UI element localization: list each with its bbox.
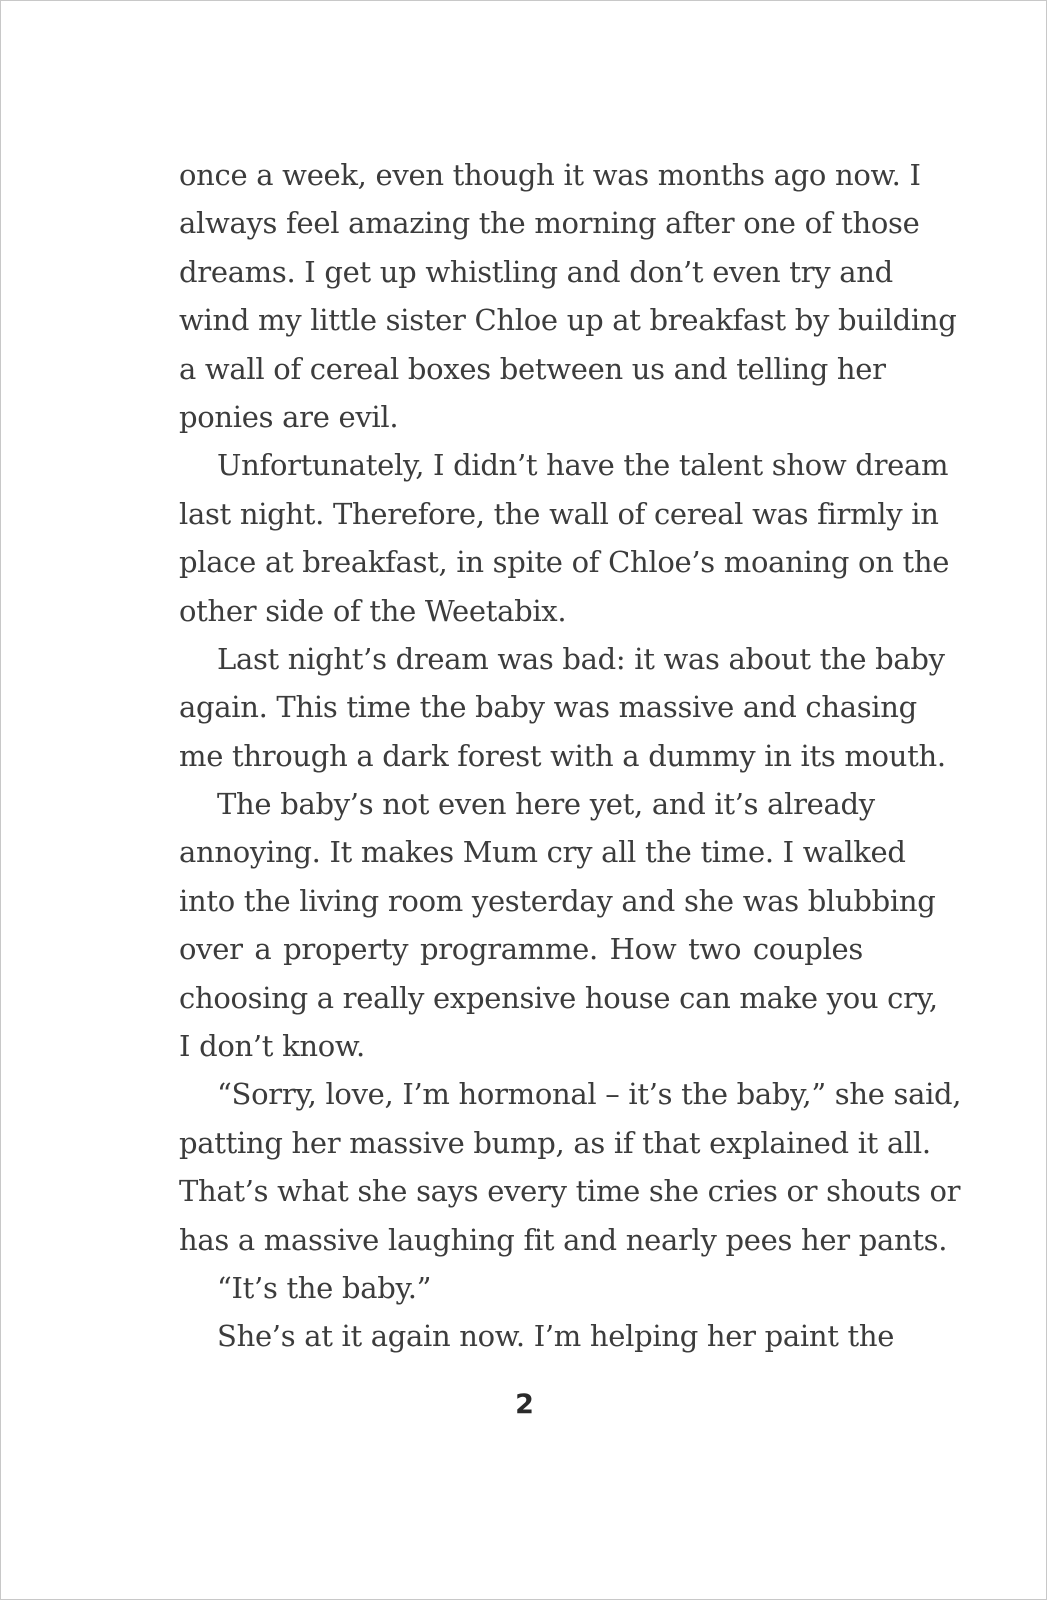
text-line: a wall of cereal boxes between us and telling her [179, 351, 886, 386]
body-text [179, 151, 962, 1361]
text-line: always feel amazing the morning after one of those [179, 206, 920, 241]
text-line: last night. Therefore, the wall of cereal was firmly in [179, 496, 939, 531]
page-number: 2 [515, 1389, 534, 1420]
text-line: choosing a really expensive house can make you cry, [179, 980, 938, 1015]
text-line: Unfortunately, I didn’t have the talent show dream [217, 448, 949, 483]
text-line: The baby’s not even here yet, and it’s already [217, 787, 875, 822]
text-line: over a property programme. How two couples [179, 932, 863, 967]
text-line: patting her massive bump, as if that explained it all. [179, 1125, 931, 1160]
text-line: place at breakfast, in spite of Chloe’s moaning on the [179, 545, 950, 580]
text-line: I don’t know. [179, 1029, 365, 1064]
text-line: Last night’s dream was bad: it was about the baby [217, 641, 945, 676]
text-line: “It’s the baby.” [217, 1270, 432, 1305]
text-line: She’s at it again now. I’m helping her paint the [217, 1319, 895, 1354]
text-line: once a week, even though it was months ago now. I [179, 158, 921, 192]
text-line: ponies are evil. [179, 399, 399, 434]
text-line: wind my little sister Chloe up at breakfast by building [179, 303, 957, 338]
text-line: dreams. I get up whistling and don’t even try and [179, 254, 893, 289]
text-line: into the living room yesterday and she was blubbing [179, 883, 936, 918]
text-line: annoying. It makes Mum cry all the time. I walked [179, 835, 906, 870]
text-line: again. This time the baby was massive and chasing [179, 690, 917, 725]
text-line: That’s what she says every time she cries or shouts or [179, 1174, 961, 1209]
text-line: has a massive laughing fit and nearly pees her pants. [179, 1222, 948, 1257]
text-line: “Sorry, love, I’m hormonal – it’s the baby,” she said, [217, 1077, 962, 1112]
text-line: me through a dark forest with a dummy in its mouth. [179, 738, 946, 773]
text-line: other side of the Weetabix. [179, 593, 567, 628]
